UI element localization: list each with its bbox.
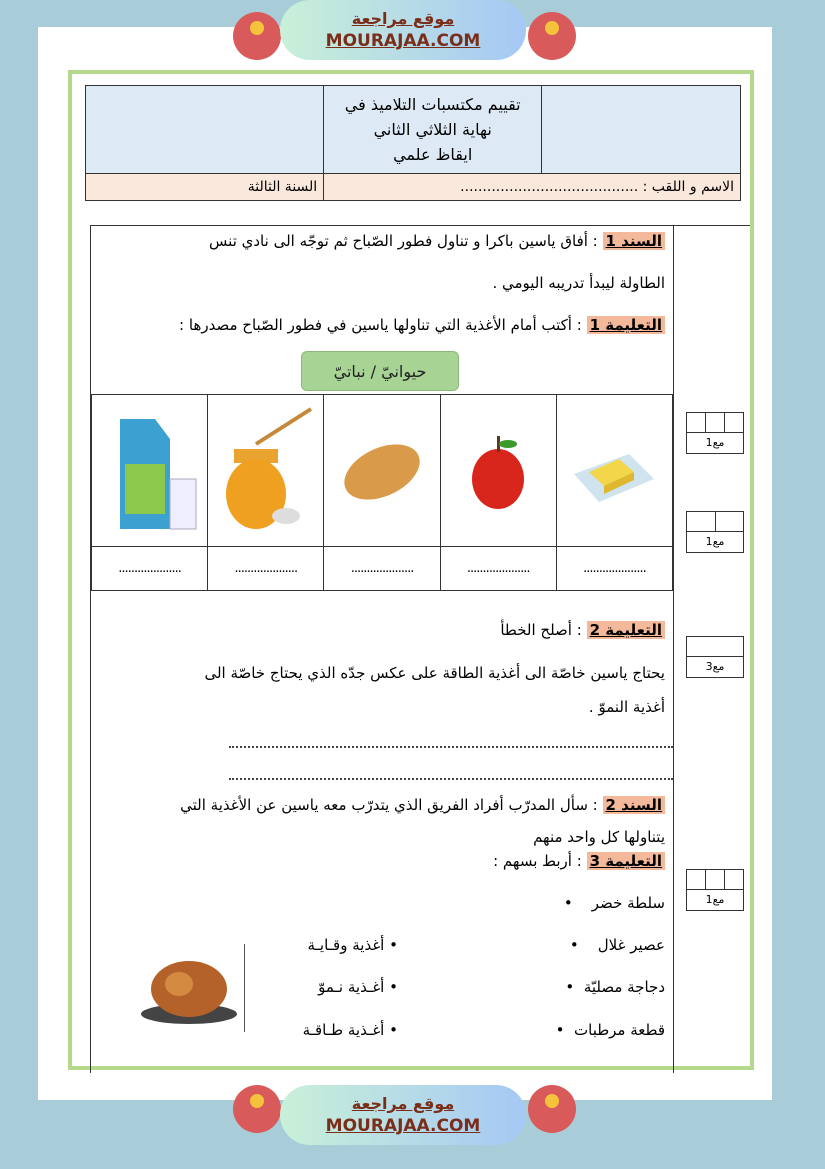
match-left-2: عصير غلال • <box>569 936 665 954</box>
foods-table <box>91 394 673 591</box>
task3-text: : أربط بسهم : <box>493 852 587 870</box>
score-box-1: مع1 <box>686 412 744 454</box>
match-left-4: قطعة مرطبات • <box>555 1021 665 1039</box>
score-box-4: مع1 <box>686 869 744 911</box>
match-dot[interactable]: • <box>555 1021 565 1039</box>
site-banner-bottom[interactable] <box>280 1085 526 1145</box>
score-box-2: مع1 <box>686 511 744 553</box>
task1-label: التعليمة 1 <box>587 316 665 334</box>
roast-chicken-image <box>133 944 245 1032</box>
sanad1-text2: الطاولة ليبدأ تدريبه اليومي . <box>492 274 665 292</box>
task2-sentence1: يحتاج ياسين خاصّة الى أغذية الطاقة على عكس جدّه الذي يحتاج خاصّة الى <box>204 664 665 682</box>
match-dot[interactable]: • <box>563 894 573 912</box>
sanad2-label: السند 2 <box>603 796 666 814</box>
grade: السنة الثالثة <box>86 174 324 201</box>
bread-image <box>324 395 440 547</box>
banner-latin: MOURAJAA.COM <box>325 31 481 51</box>
task3-label: التعليمة 3 <box>587 852 665 870</box>
honey-image <box>208 395 324 547</box>
banner-latin: MOURAJAA.COM <box>325 1116 481 1136</box>
food-answer-3[interactable]: .................... <box>324 547 440 591</box>
name-field[interactable]: الاسم و اللقب : ........................................ <box>324 174 741 201</box>
match-right-3: • أغـذية طـاقـة <box>302 1021 398 1039</box>
answer-line-1[interactable] <box>229 746 673 748</box>
match-dot[interactable]: • <box>569 936 579 954</box>
task2-label: التعليمة 2 <box>587 621 665 639</box>
category-box: حيوانيّ / نباتيّ <box>301 351 459 391</box>
milk-image <box>92 395 208 547</box>
apple-image <box>440 395 556 547</box>
site-logo-bottom-right <box>528 1085 576 1133</box>
match-right-1: • أغذية وقـايـة <box>307 936 398 954</box>
match-left-3: دجاجة مصليّة • <box>565 978 665 996</box>
food-answer-5[interactable]: .................... <box>92 547 208 591</box>
task2-text: : أصلح الخطأ <box>500 621 587 639</box>
food-answer-4[interactable]: .................... <box>208 547 324 591</box>
answer-line-2[interactable] <box>229 778 673 780</box>
exam-title: تقييم مكتسبات التلاميذ في نهاية الثلاثي الثاني ايقاظ علمي <box>324 86 542 174</box>
task1-text: : أكتب أمام الأغذية التي تناولها ياسين في فطور الصّباح مصدرها : <box>179 316 587 334</box>
match-dot[interactable]: • <box>389 1021 398 1039</box>
sanad1-label: السند 1 <box>603 232 666 250</box>
site-logo-right <box>528 12 576 60</box>
site-logo-bottom-left <box>233 1085 281 1133</box>
match-dot[interactable]: • <box>389 978 398 996</box>
match-right-2: • أغـذية نـموّ <box>318 978 398 996</box>
header-table <box>85 85 741 201</box>
site-banner-top[interactable] <box>280 0 526 60</box>
food-answer-2[interactable]: .................... <box>440 547 556 591</box>
butter-image <box>556 395 672 547</box>
sanad1-text: : أفاق ياسين باكرا و تناول فطور الصّباح ثم توجّه الى نادي تنس <box>209 232 603 250</box>
food-answer-1[interactable]: .................... <box>556 547 672 591</box>
banner-arabic: موقع مراجعة <box>351 1094 455 1113</box>
sanad2-text2: يتناولها كل واحد منهم <box>533 828 665 846</box>
task2-sentence2: أغذية النموّ . <box>588 698 665 716</box>
site-logo-left <box>233 12 281 60</box>
exercise-area <box>90 225 674 1073</box>
sanad2-text: : سأل المدرّب أفراد الفريق الذي يتدرّب معه ياسين عن الأغذية التي <box>180 796 603 814</box>
score-box-3: مع3 <box>686 636 744 678</box>
match-dot[interactable]: • <box>565 978 575 996</box>
match-dot[interactable]: • <box>389 936 398 954</box>
banner-arabic: موقع مراجعة <box>351 9 455 28</box>
match-left-1: سلطة خضر • <box>563 894 665 912</box>
score-column <box>674 225 750 1073</box>
